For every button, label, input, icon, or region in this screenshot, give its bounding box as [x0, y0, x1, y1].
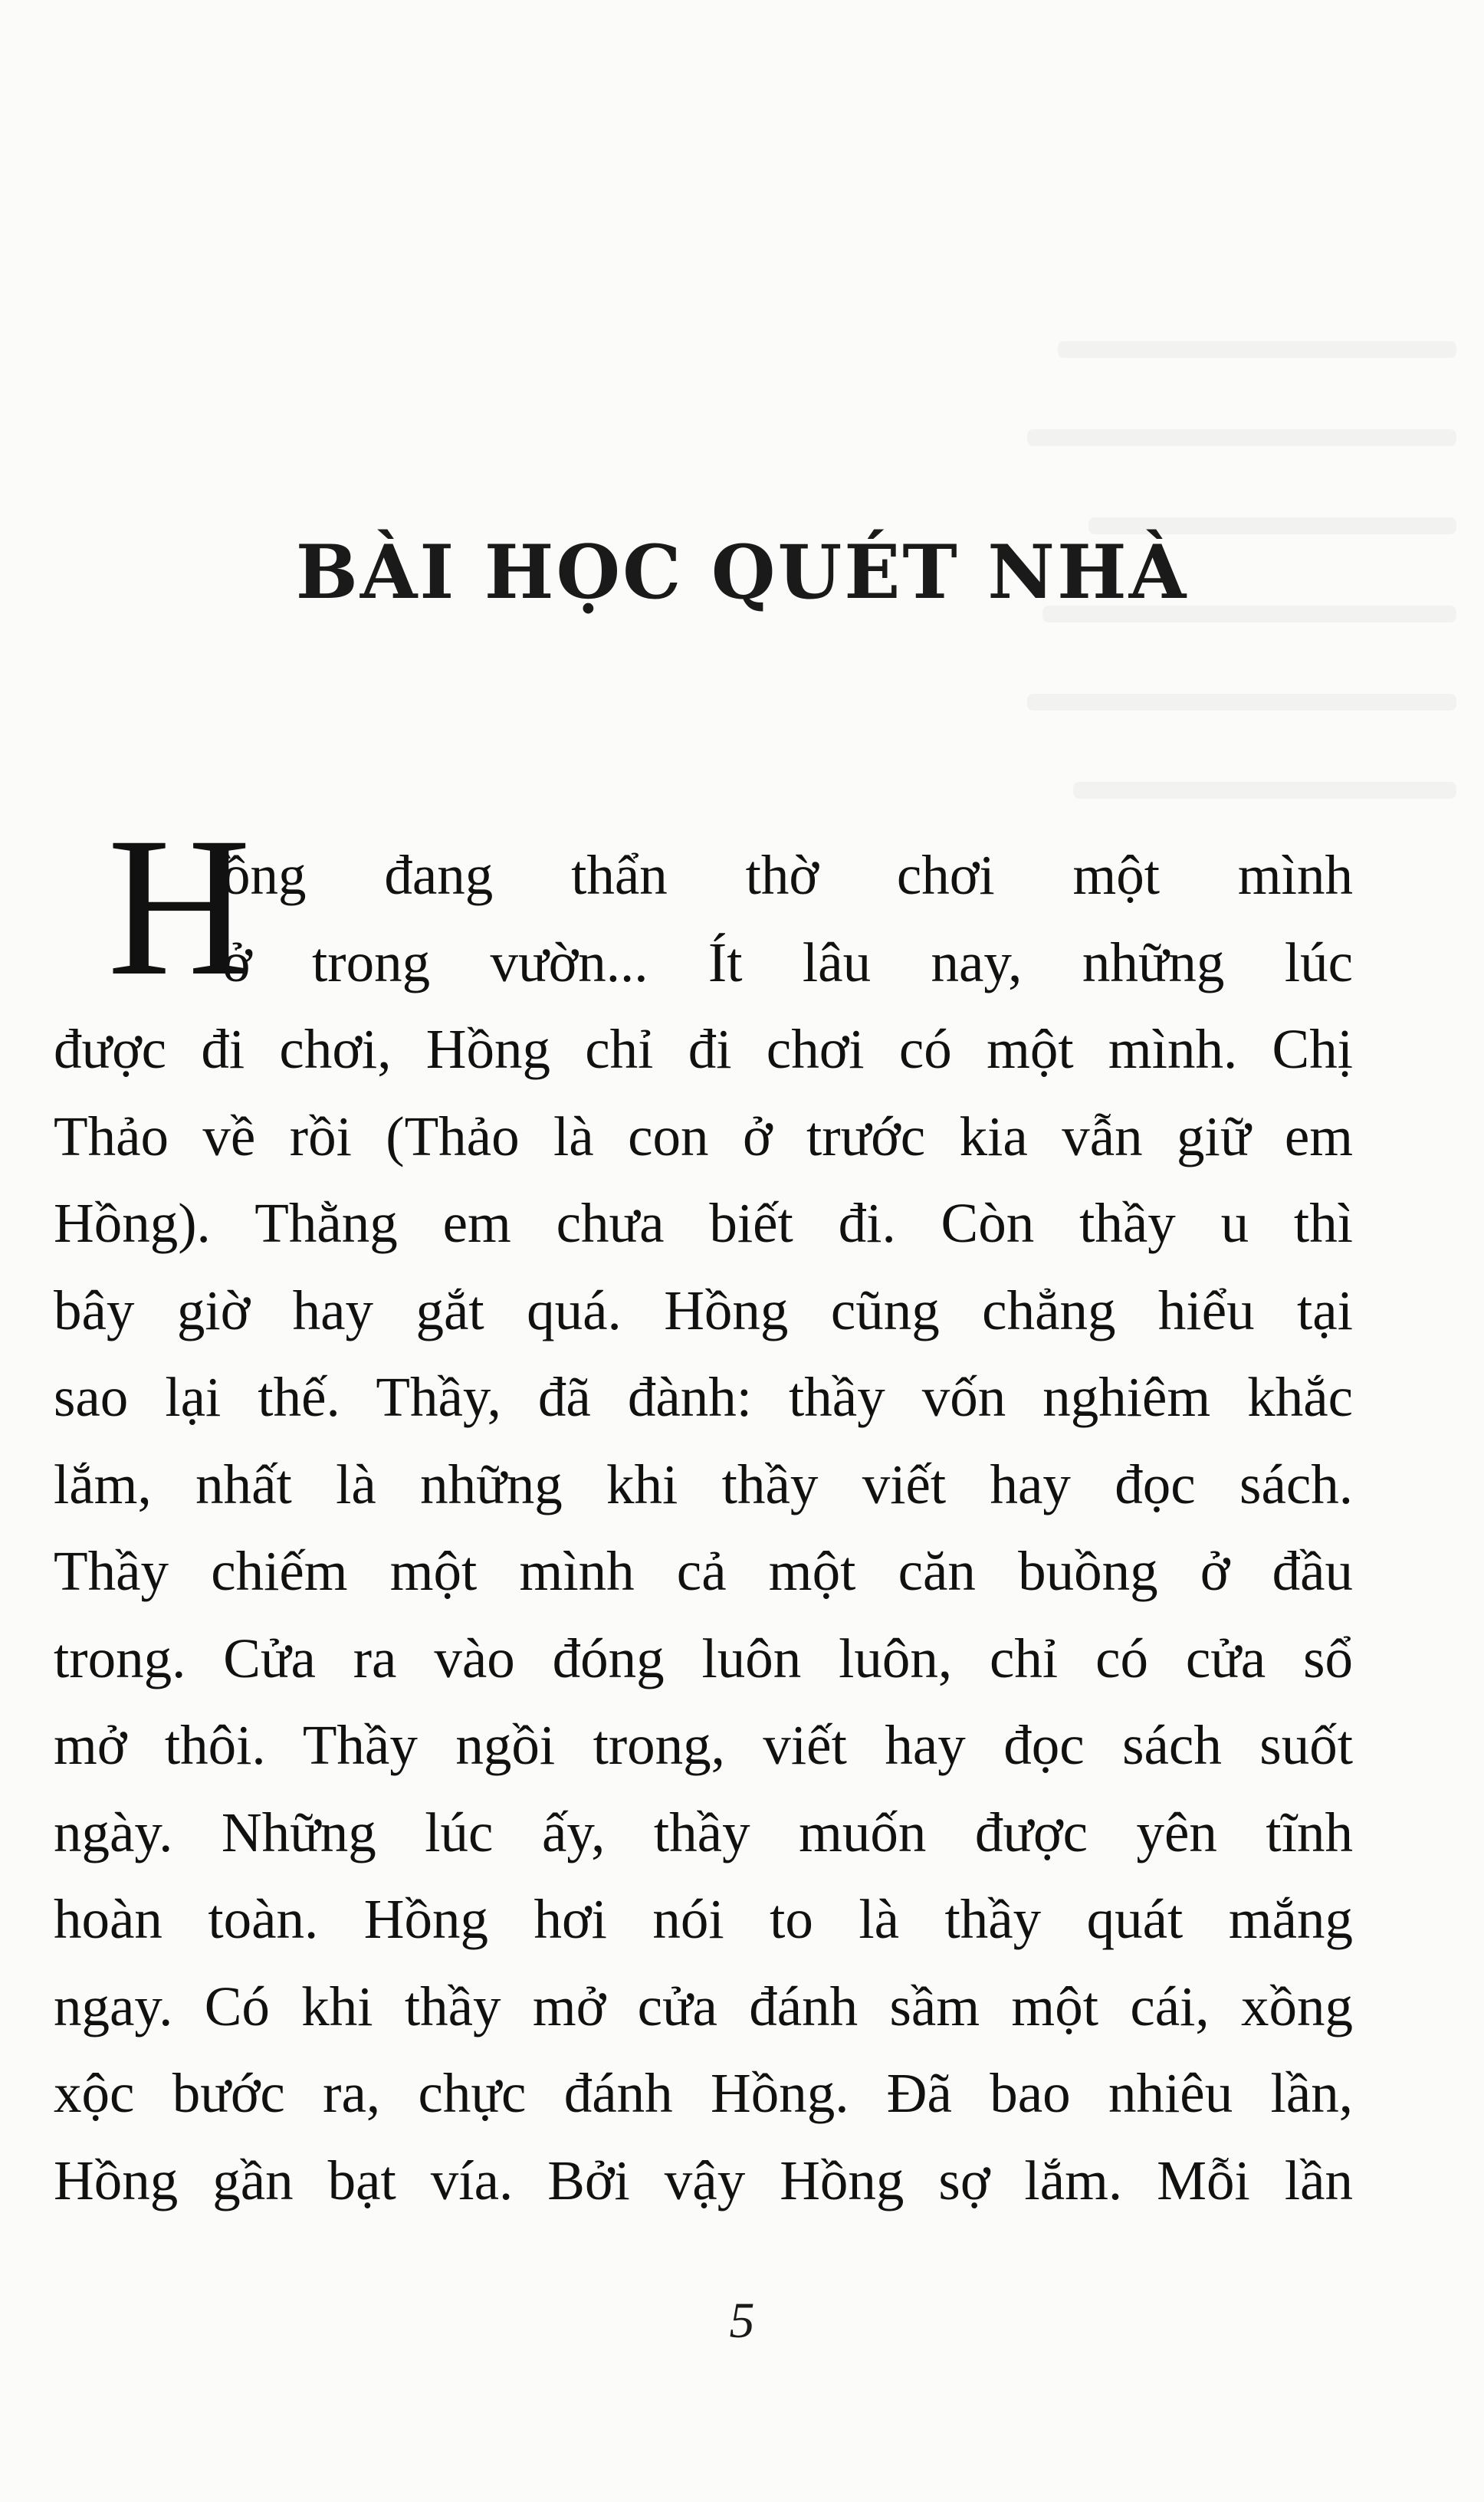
text-line: sao lại thế. Thầy, đã đành: thầy vốn nghiêm khắc — [54, 1366, 1353, 1428]
text-line: xộc bước ra, chực đánh Hồng. Đã bao nhiêu lần, — [54, 2062, 1353, 2124]
body-text — [54, 796, 1353, 2224]
text-line: lắm, nhất là những khi thầy viết hay đọc sách. — [54, 1453, 1353, 1515]
text-line: Hồng gần bạt vía. Bởi vậy Hồng sợ lắm. Mỗi lần — [54, 2149, 1353, 2211]
text-line: trong. Cửa ra vào đóng luôn luôn, chỉ có cửa sổ — [54, 1627, 1353, 1689]
chapter-title: BÀI HỌC QUÉT NHÀ — [295, 529, 1189, 616]
text-line: bây giờ hay gắt quá. Hồng cũng chẳng hiểu tại — [54, 1279, 1353, 1341]
text-line: ồng đang thẩn thờ chơi một mình — [222, 844, 1353, 906]
text-line: được đi chơi, Hồng chỉ đi chơi có một mình. Chị — [54, 1018, 1353, 1080]
text-line: Thảo về rồi (Thảo là con ở trước kia vẫn giữ em — [54, 1105, 1353, 1167]
text-line: ở trong vườn... Ít lâu nay, những lúc — [222, 931, 1353, 993]
text-line: mở thôi. Thầy ngồi trong, viết hay đọc sách suốt — [54, 1714, 1353, 1776]
text-line: hoàn toàn. Hồng hơi nói to là thầy quát mắng — [54, 1888, 1353, 1950]
text-line: ngay. Có khi thầy mở cửa đánh sầm một cái, xồng — [54, 1975, 1353, 2037]
page-number: 5 — [729, 2293, 755, 2349]
text-line: ngày. Những lúc ấy, thầy muốn được yên tĩnh — [54, 1801, 1353, 1863]
drop-cap-letter: H — [107, 796, 251, 1017]
text-line: Thầy chiếm một mình cả một căn buồng ở đầu — [54, 1540, 1353, 1602]
text-line: Hồng). Thằng em chưa biết đi. Còn thầy u thì — [54, 1192, 1353, 1254]
